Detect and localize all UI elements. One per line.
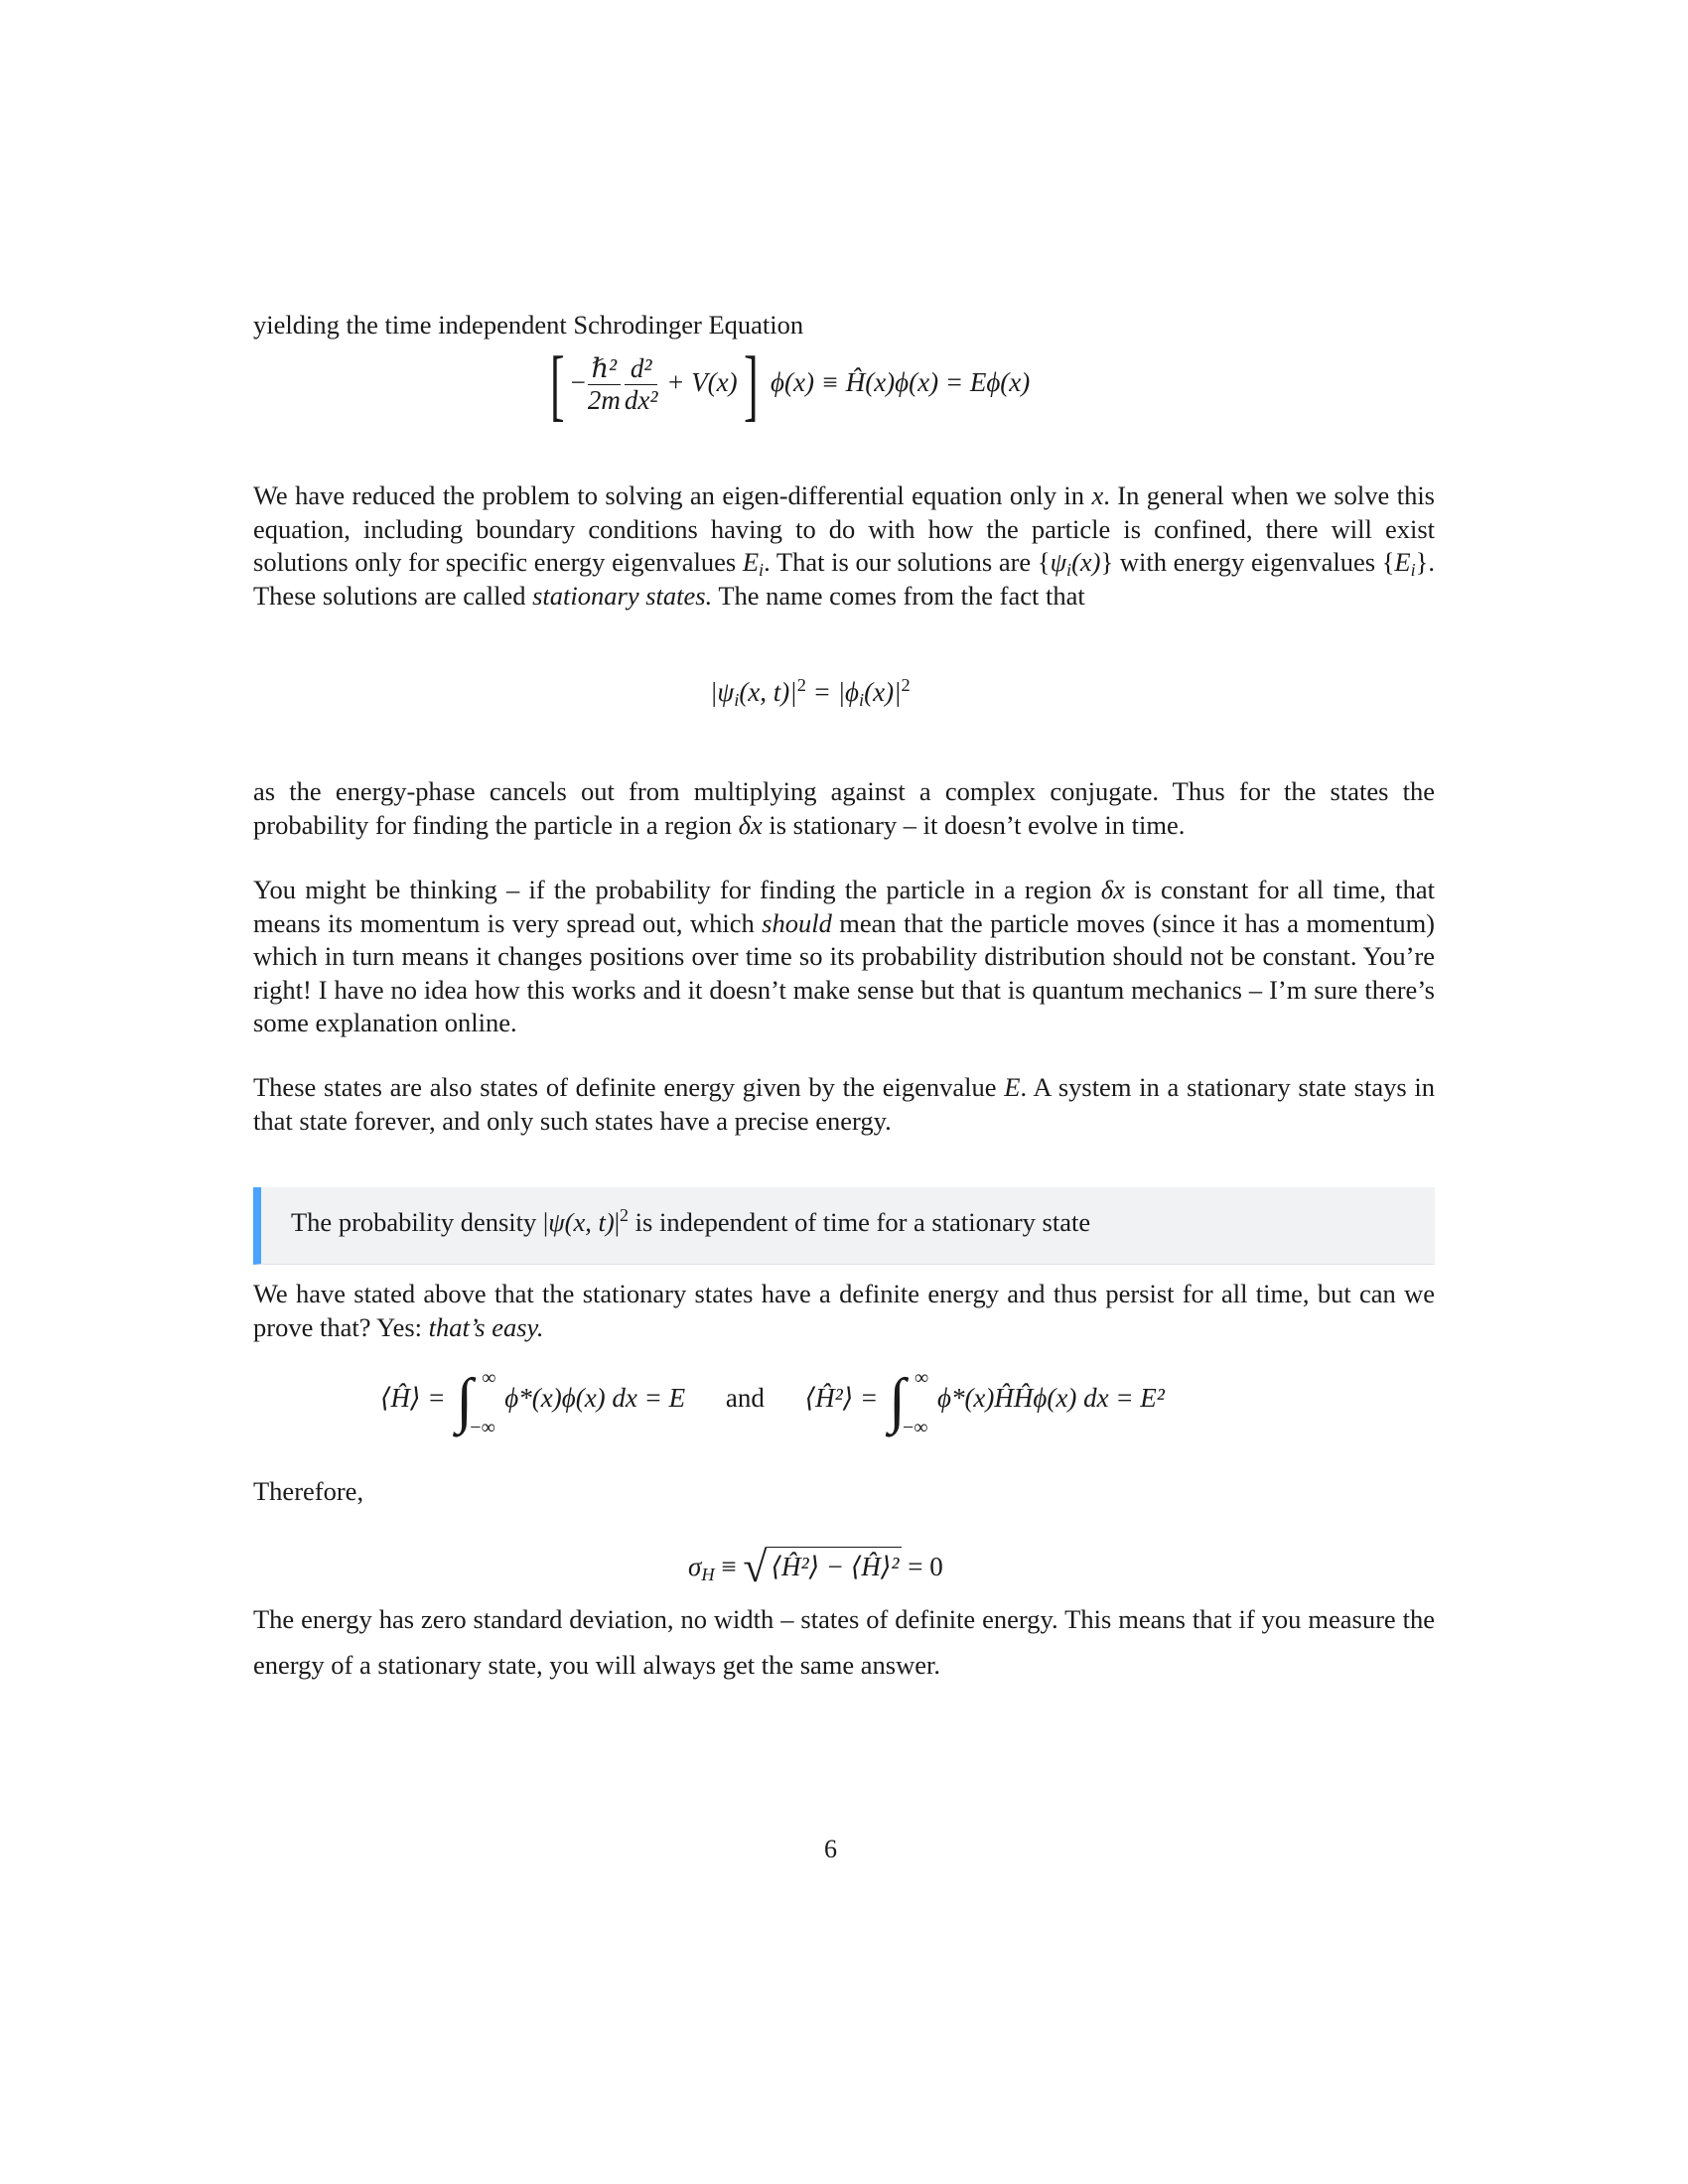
connector-and: and (725, 1383, 765, 1414)
math-sigma: σ (688, 1552, 702, 1581)
sqrt-icon: √ (743, 1543, 768, 1591)
text-span: The probability density | (291, 1207, 549, 1237)
text-span: Therefore, (253, 1476, 364, 1506)
emphasis-should: should (762, 907, 832, 938)
equation-schrodinger (544, 341, 1031, 429)
math-E: E (1394, 547, 1411, 577)
text-span: mean that the particle moves (since it has a momentum) which in turn means it changes positions over time so its probability distribution should not be constant. You’re right! I have no idea how this works and it doesn’t make sense but that is quantum mechanics – I’m sure there’s some explanation online. (253, 907, 1436, 1037)
text-span: is stationary – it doesn’t evolve in time. (762, 809, 1186, 840)
math-power: 2 (901, 674, 911, 695)
math-arg: (x, t)| (739, 677, 797, 707)
equation-sigma (688, 1542, 943, 1592)
math-integrand2: ϕ*(x)ĤĤϕ(x) dx = E² (936, 1383, 1165, 1414)
math-power: 2 (796, 674, 806, 695)
math-subscript: i (1066, 560, 1072, 581)
fraction-hbar-2m (588, 353, 621, 416)
math-x: x (1091, 480, 1104, 510)
math-arg: (x)| (864, 677, 902, 707)
text-span: }. These solutions are called (253, 547, 1435, 611)
text-span: . In general when we solve this equation, including boundary conditions having to do with how the particle is confined, there will exist solutions only for specific energy eigenvalues (253, 480, 1435, 577)
emphasis-stationary-states: stationary states. (532, 580, 713, 611)
potential-term: + V(x) (666, 366, 738, 397)
text-span: as the energy-phase cancels out from multiplying against a complex conjugate. Thus for the states the probability for finding the particle in a region (253, 776, 1435, 840)
callout-text (291, 1207, 1090, 1238)
math-E: E (742, 547, 760, 577)
lower-limit: −∞ (902, 1417, 928, 1438)
math-subscript: H (701, 1565, 715, 1585)
text-span: | (614, 1207, 621, 1237)
math-subscript: i (859, 690, 865, 711)
page-number: 6 (824, 1835, 837, 1863)
numerator-d: d² (625, 353, 658, 385)
math-subscript: i (734, 690, 740, 711)
text-span: } with energy eigenvalues { (1100, 547, 1395, 577)
upper-limit: ∞ (914, 1367, 929, 1389)
math-E: E (1004, 1072, 1021, 1102)
numerator-hbar: ℏ² (588, 353, 621, 385)
text-span: You might be thinking – if the probability for finding the particle in a region (253, 875, 1101, 904)
callout-box (253, 1187, 1435, 1265)
text-span: is independent of time for a stationary state (629, 1207, 1091, 1237)
lower-limit: −∞ (470, 1417, 495, 1438)
text-span: The energy has zero standard deviation, no width – states of definite energy. This means that if you measure the energy of a stationary state, you will always get the same answer. (253, 1604, 1435, 1680)
equation-rhs: ϕ(x) ≡ Ĥ(x)ϕ(x) = Eϕ(x) (771, 366, 1031, 397)
emphasis-thats-easy: that’s easy. (428, 1311, 544, 1342)
math-arg: (x) (1071, 547, 1101, 577)
text-span: . A system in a stationary state stays in that state forever, and only such states have a precise energy. (253, 1072, 1436, 1136)
text-span: The name comes from the fact that (712, 580, 1085, 611)
denominator-2m: 2m (587, 385, 621, 416)
therefore-label (253, 1475, 1435, 1509)
math-equiv: ≡ (714, 1552, 744, 1581)
equation-expectations (380, 1367, 1165, 1438)
equation-density (710, 674, 911, 711)
right-bracket: ] (743, 341, 759, 429)
math-subscript: i (759, 560, 765, 581)
math-integrand1: ϕ*(x)ϕ(x) dx = E (504, 1383, 686, 1414)
text-span: is constant for all time, that means its momentum is very spread out, which (253, 875, 1435, 938)
math-lhs: |ψ (710, 677, 735, 707)
text-span: . That is our solutions are { (764, 547, 1051, 577)
math-subscript: i (1410, 560, 1416, 581)
math-radicand: ⟨Ĥ²⟩ − ⟨Ĥ⟩² (767, 1547, 901, 1581)
math-power: 2 (620, 1205, 630, 1226)
integral-sign: ∫ ∞ −∞ (456, 1367, 496, 1438)
math-delta-x: δx (1100, 875, 1125, 904)
math-rhs: = |ϕ (805, 677, 860, 707)
denominator-dx: dx² (624, 385, 658, 416)
paragraph-definite-energy (253, 1071, 1435, 1138)
text-span: We have stated above that the stationary states have a definite energy and thus persist for all time, but can we prove that? Yes: (253, 1279, 1435, 1342)
math-rhs: = 0 (901, 1552, 943, 1581)
paragraph-proof (253, 1278, 1435, 1344)
math-lhs2: ⟨Ĥ²⟩ = (804, 1383, 879, 1414)
intro-text: yielding the time independent Schrodinger Equation (253, 310, 804, 340)
math-psi: ψ(x, t) (548, 1207, 615, 1237)
paragraph-thinking (253, 874, 1435, 1040)
text-span: We have reduced the problem to solving an eigen-differential equation only in (253, 480, 1092, 510)
intro-line (253, 309, 1435, 342)
math-lhs1: ⟨Ĥ⟩ = (380, 1383, 446, 1414)
integral-sign: ∫ ∞ −∞ (888, 1367, 929, 1438)
math-delta-x: δx (738, 809, 763, 840)
sqrt-expression (743, 1542, 901, 1592)
text-span: These states are also states of definite energy given by the eigenvalue (253, 1072, 1005, 1102)
left-bracket: [ (549, 341, 565, 429)
paragraph-phase (253, 775, 1435, 842)
minus-sign: − (570, 366, 586, 397)
paragraph-eigen (253, 479, 1435, 613)
fraction-d-dx (625, 353, 658, 416)
paragraph-zero-deviation (253, 1596, 1435, 1688)
upper-limit: ∞ (482, 1367, 496, 1389)
math-psi: ψ (1050, 547, 1067, 577)
